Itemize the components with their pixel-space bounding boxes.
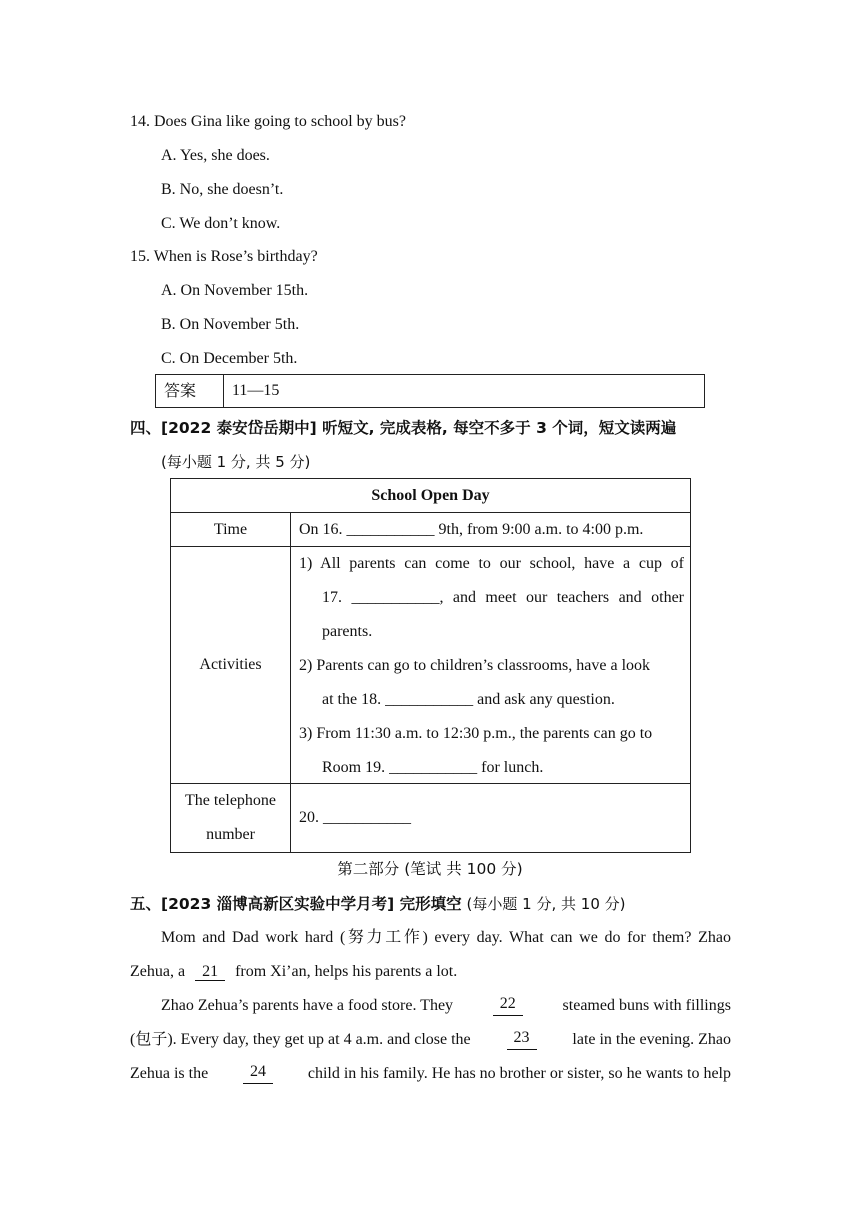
passage-text: (包子). Every day, they get up at 4 a.m. and close the <box>130 1031 471 1048</box>
q14-option-c: C. We don’t know. <box>161 215 281 232</box>
answer-label: 答案 <box>156 375 224 407</box>
blank-21: 21 <box>195 964 225 981</box>
time-value: On 16. ___________ 9th, from 9:00 a.m. to 4:00 p.m. <box>291 513 691 547</box>
blank-24: 24 <box>243 1064 273 1084</box>
q14-option-b: B. No, she doesn’t. <box>161 181 284 198</box>
passage-text: Zehua is the <box>130 1065 209 1082</box>
q14-option-a: A. Yes, she does. <box>161 147 270 164</box>
activity-line-3: parents. <box>322 623 373 640</box>
blank-23: 23 <box>507 1030 537 1050</box>
passage-line-3 <box>161 996 731 1016</box>
school-open-day-table <box>170 478 691 853</box>
passage-text: Zhao Zehua’s parents have a food store. They <box>161 997 454 1014</box>
answer-range: 11—15 <box>232 382 280 399</box>
table-title: School Open Day <box>171 479 691 513</box>
passage-text: child in his family. He has no brother or sister, so he wants to help <box>307 1065 731 1082</box>
activity-line-6: 3) From 11:30 a.m. to 12:30 p.m., the parents can go to <box>299 725 653 742</box>
activity-line-5: at the 18. ___________ and ask any question. <box>322 691 615 708</box>
time-label: Time <box>171 513 291 547</box>
passage-text: Zehua, a <box>130 963 186 980</box>
telephone-label <box>171 784 291 853</box>
passage-text: steamed buns with fillings <box>562 997 731 1014</box>
answer-box <box>155 374 705 408</box>
passage-line-2 <box>130 962 457 982</box>
q15-option-c: C. On December 5th. <box>161 350 298 367</box>
activities-label: Activities <box>171 547 291 784</box>
passage-line-4 <box>130 1030 731 1050</box>
passage-text: from Xi’an, helps his parents a lot. <box>235 963 458 980</box>
question-15: 15. When is Rose’s birthday? <box>130 248 318 265</box>
activity-line-7: Room 19. ___________ for lunch. <box>322 759 544 776</box>
section-4-heading: 四、[2022 泰安岱岳期中] 听短文, 完成表格, 每空不多于 3 个词，短文读两遍 <box>130 419 677 437</box>
activity-line-4: 2) Parents can go to children’s classrooms, have a look <box>299 657 651 674</box>
question-14: 14. Does Gina like going to school by bus? <box>130 113 406 130</box>
telephone-label-line-2: number <box>206 826 255 843</box>
telephone-value: 20. ___________ <box>291 784 691 853</box>
section-5-heading <box>130 894 626 914</box>
activities-cell <box>291 547 691 784</box>
activity-line-1: 1) All parents can come to our school, have a cup of <box>299 555 684 572</box>
q15-option-a: A. On November 15th. <box>161 282 309 299</box>
passage-line-5 <box>130 1064 731 1084</box>
section-4-score: (每小题 1 分, 共 5 分) <box>161 453 311 471</box>
blank-22: 22 <box>493 996 523 1016</box>
q15-option-b: B. On November 5th. <box>161 316 300 333</box>
activity-line-2: 17. ___________, and meet our teachers and other <box>322 589 684 606</box>
part-2-title: 第二部分 (笔试 共 100 分) <box>337 860 523 878</box>
telephone-label-line-1: The telephone <box>184 792 277 809</box>
passage-text: late in the evening. Zhao <box>572 1031 731 1048</box>
section-5-title: 五、[2023 淄博高新区实验中学月考] 完形填空 <box>130 895 462 913</box>
section-5-score: (每小题 1 分, 共 10 分) <box>466 895 626 913</box>
passage-line-1: Mom and Dad work hard (努力工作) every day. What can we do for them? Zhao <box>161 929 731 946</box>
